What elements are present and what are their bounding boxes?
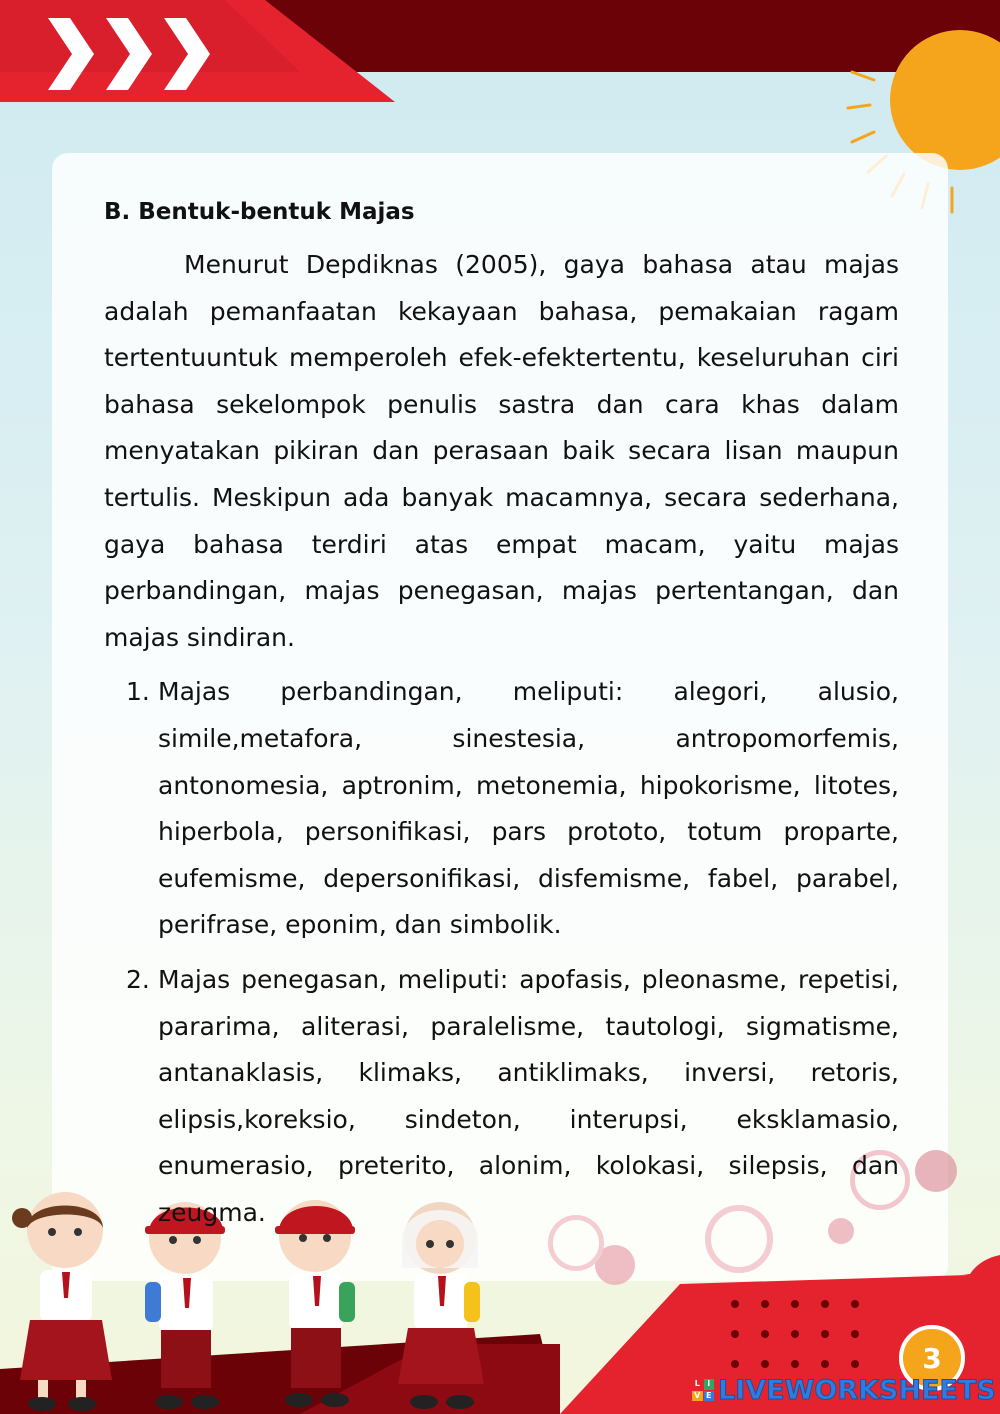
majas-list (104, 669, 899, 1236)
brand-text: LIVEWORKSHEETS (718, 1374, 996, 1406)
liveworksheets-brand[interactable] (692, 1373, 996, 1407)
decor-circle (915, 1150, 957, 1192)
logo-letter: I (704, 1379, 715, 1390)
logo-letter: V (692, 1391, 703, 1402)
document-content (104, 192, 899, 1236)
page-number-badge: 3 (899, 1325, 965, 1391)
chevrons-icon (48, 18, 218, 90)
liveworksheets-logo-icon (692, 1379, 714, 1401)
list-item-number: 2. (126, 964, 150, 994)
intro-paragraph: Menurut Depdiknas (2005), gaya bahasa atau majas adalah pemanfaatan kekayaan bahasa, pemakaian ragam tertentuuntuk memperoleh efek-efektertentu, keseluruhan ciri bahasa sekelompok penulis sastra dan cara khas dalam menyatakan pikiran dan perasaan baik secara lisan maupun tertulis. Meskipun ada banyak macamnya, secara sederhana, gaya bahasa terdiri atas empat macam, yaitu majas perbandingan, majas penegasan, majas pertentangan, dan majas sindiran. (104, 250, 899, 652)
corner-wave (955, 1255, 1000, 1325)
logo-letter: L (692, 1379, 703, 1390)
list-item (104, 957, 899, 1237)
section-heading: B. Bentuk-bentuk Majas (104, 199, 415, 225)
list-item-text: Majas perbandingan, meliputi: alegori, alusio, simile,metafora, sinestesia, antropomorfemis, antonomesia, aptronim, metonemia, hipokorisme, litotes, hiperbola, personifikasi, pars prototo, totum proparte, eufemisme, depersonifikasi, disfemisme, fabel, parabel, perifrase, eponim, dan simbolik. (158, 677, 899, 940)
logo-letter: E (704, 1391, 715, 1402)
list-item-text: Majas penegasan, meliputi: apofasis, pleonasme, repetisi, pararima, aliterasi, paralelisme, tautologi, sigmatisme, antanaklasis, klimaks, antiklimaks, inversi, retoris, elipsis,koreksio, sindeton, interupsi, eksklamasio, enumerasio, preterito, alonim, kolokasi, silepsis, dan zeugma. (158, 964, 899, 1227)
list-item (104, 669, 899, 949)
list-item-number: 1. (126, 677, 150, 707)
